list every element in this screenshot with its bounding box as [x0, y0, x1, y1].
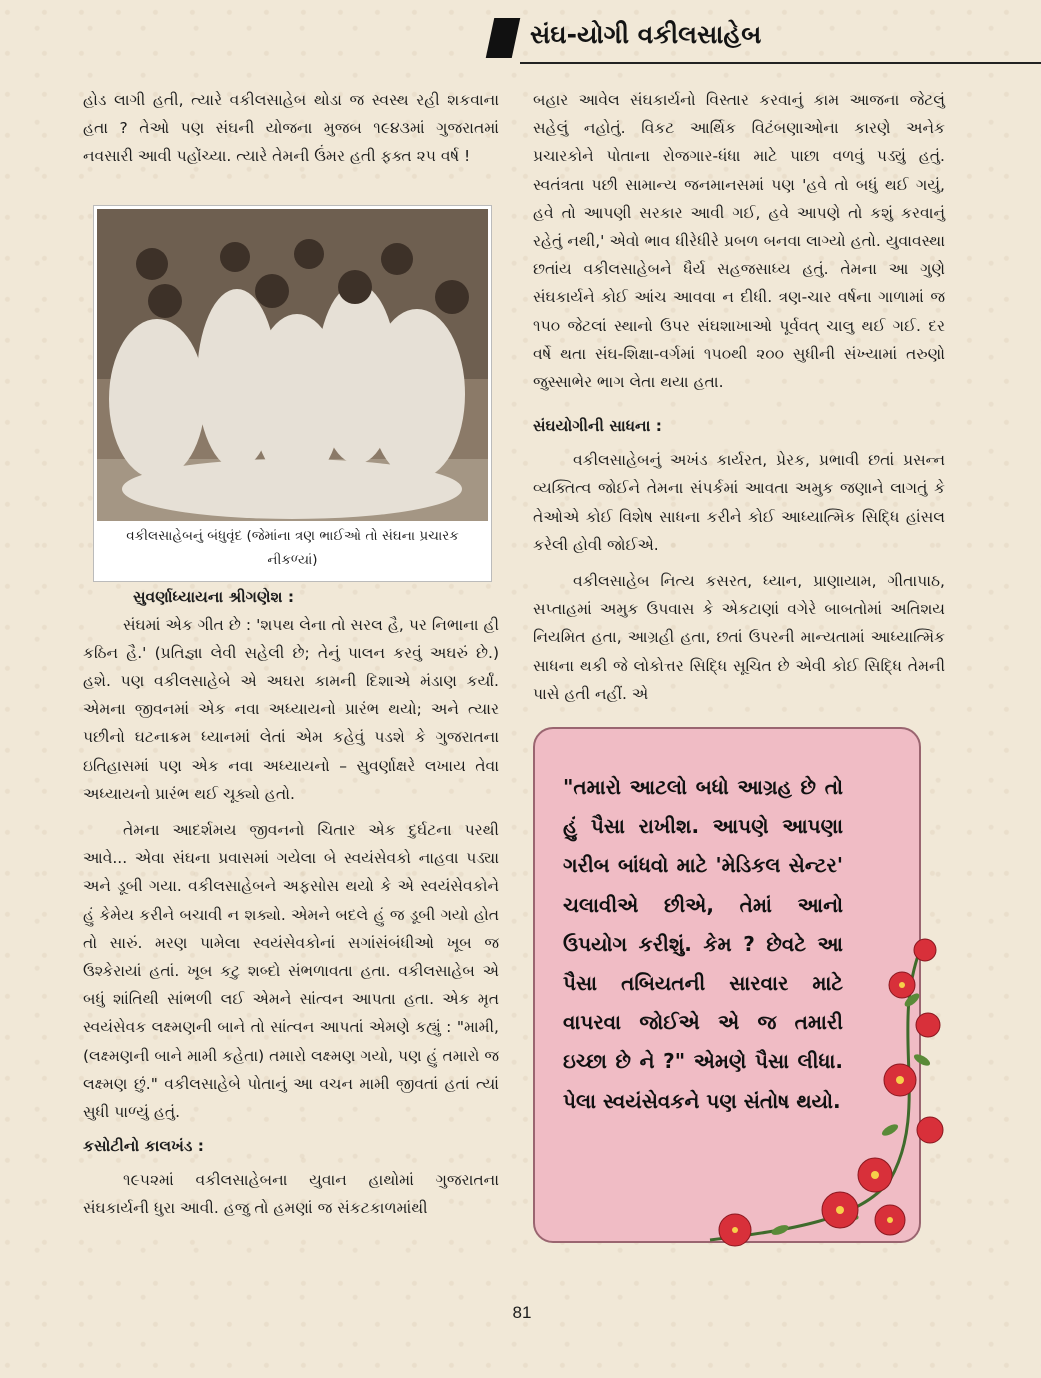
photo-caption: વકીલસાહેબનું બંધુવૃંદ (જેમાંના ત્રણ ભાઈઓ તો સંઘના પ્રચારક નીકળ્યાં) [126, 528, 459, 568]
right-column [533, 86, 945, 708]
section-heading-suvarnadhyay: સુવર્ણાધ્યાયના શ્રીગણેશ : [133, 587, 295, 606]
paragraph: વકીલસાહેબનું અખંડ કાર્યરત, પ્રેરક, પ્રભાવી છતાં પ્રસન્ન વ્યક્તિત્વ જોઈને તેમના સંપર્કમાં આવતા અમુક જણાને લાગતું કે તેઓએ કોઈ વિશેષ સાધના કરીને કોઈ આધ્યાત્મિક સિદ્ધિ હાંસલ કરેલી હોવી જોઈએ. [533, 451, 945, 554]
paragraph: સંઘમાં એક ગીત છે : 'શપથ લેના તો સરલ હૈ, પર નિભાના હી કઠિન હૈ.' (પ્રતિજ્ઞા લેવી સહેલી છે; તેનું પાલન કરવું અઘરું છે.) હશે. પણ વકીલસાહેબે એ અઘરા કામની દિશાએ મંડાણ કર્યાં. એમના જીવનમાં એક નવા અધ્યાયનો પ્રારંભ થયો; અને ત્યાર પછીનો ઘટનાક્રમ ધ્યાનમાં લેતાં એમ કહેવું પડશે કે ગુજરાતના ઇતિહાસમાં પણ એક નવા અધ્યાયનો – સુવર્ણાક્ષરે લખાય તેવા અધ્યાયનો પ્રારંભ થઈ ચૂક્યો હતો. [83, 615, 499, 803]
intro-paragraph: હોડ લાગી હતી, ત્યારે વકીલસાહેબ થોડા જ સ્વસ્થ રહી શકવાના હતા ? તેઓ પણ સંઘની યોજના મુજબ ૧૯૪૩માં ગુજરાતમાં નવસારી આવી પહોંચ્યા. ત્યારે તેમની ઉંમર હતી ફક્ત ૨૫ વર્ષ ! [83, 91, 499, 166]
paragraph: બહાર આવેલ સંઘકાર્યનો વિસ્તાર કરવાનું કામ આજના જેટલું સહેલું નહોતું. વિકટ આર્થિક વિટંબણાઓના કારણે અનેક પ્રચારકોને પોતાના રોજગાર-ધંધા માટે પાછા વળવું પડ્યું હતું. સ્વતંત્રતા પછી સામાન્ય જનમાનસમાં પણ 'હવે તો બધું થઈ ગયું, હવે તો આપણી સરકાર આવી ગઈ, હવે આપણે તો કશું કરવાનું રહેતું નથી,' એવો ભાવ ધીરેધીરે પ્રબળ બનવા લાગ્યો હતો. યુવાવસ્થા છતાંય વકીલસાહેબને ધૈર્ય સહજસાધ્ય હતું. તેમના આ ગુણે સંઘકાર્યને કોઈ આંચ આવવા ન દીધી. ત્રણ-ચાર વર્ષના ગાળામાં જ ૧૫૦ જેટલાં સ્થાનો ઉપર સંઘશાખાઓ પૂર્વવત્ ચાલુ થઈ ગઈ. દર વર્ષે થતા સંઘ-શિક્ષા-વર્ગમાં ૧૫૦થી ૨૦૦ સુધીની સંખ્યામાં તરુણો જુસ્સાભેર ભાગ લેતા થયા હતા. [533, 91, 945, 392]
page-number: 81 [512, 1303, 532, 1322]
flower-decoration-icon [690, 930, 950, 1260]
chapter-title: સંઘ-યોગી વકીલસાહેબ [530, 20, 762, 49]
paragraph: ૧૯૫૨માં વકીલસાહેબના યુવાન હાથોમાં ગુજરાતના સંઘકાર્યની ધુરા આવી. હજુ તો હમણાં જ સંકટકાળમાંથી [83, 1171, 499, 1218]
quote-text: "તમારો આટલો બધો આગ્રહ છે તો હું પૈસા રાખીશ. આપણે આપણા ગરીબ બાંધવો માટે 'મેડિકલ સેન્ટર' ચલાવીએ છીએ, તેમાં આનો ઉપયોગ કરીશું. કેમ ? છેવટે આ પૈસા તબિયતની સારવાર માટે વાપરવા જોઈએ એ જ તમારી ઇચ્છા છે ને ?" એમણે પૈસા લીધા. પેલા સ્વયંસેવકને પણ સંતોષ થયો. [563, 775, 843, 1113]
group-photo [97, 209, 488, 521]
page-header [490, 14, 1041, 64]
paragraph: વકીલસાહેબ નિત્ય કસરત, ધ્યાન, પ્રાણાયામ, ગીતાપાઠ, સપ્તાહમાં અમુક ઉપવાસ કે એકટાણાં વગેરે બાબતોમાં અતિશય નિયમિત હતા, આગ્રહી હતા, છતાં ઉપરની માન્યતામાં આધ્યાત્મિક સાધના થકી જે લોકોત્તર સિદ્ધિ સૂચિત છે એવી કોઈ સિદ્ધિ તેમની પાસે હતી નહીં. એ [533, 572, 945, 703]
section-heading-sadhana: સંઘયોગીની સાધના : [533, 417, 662, 436]
section-heading-kasoti: કસોટીનો કાલખંડ : [83, 1137, 204, 1156]
paragraph: તેમના આદર્શમય જીવનનો ચિતાર એક દુર્ઘટના પરથી આવે... એવા સંઘના પ્રવાસમાં ગયેલા બે સ્વયંસેવકો નાહવા પડ્યા અને ડૂબી ગયા. વકીલસાહેબને અફસોસ થયો કે એ સ્વયંસેવકોને હું કેમેય કરીને બચાવી ન શક્યો. એમને બદલે હું જ ડૂબી ગયો હોત તો સારું. મરણ પામેલા સ્વયંસેવકોનાં સગાંસંબંધીઓ ખૂબ જ ઉશ્કેરાયાં હતાં. ખૂબ કટુ શબ્દો સંભળાવતા હતા. વકીલસાહેબ એ બધું શાંતિથી સાંભળી લઈ એમને સાંત્વન આપતા હતા. એક મૃત સ્વયંસેવક લક્ષ્મણની બાને તો સાંત્વન આપતાં એમણે કહ્યું : "મામી, (લક્ષ્મણની બાને મામી કહેતા) તમારો લક્ષ્મણ ગયો, પણ હું તમારો જ લક્ષ્મણ છું." વકીલસાહેબે પોતાનું આ વચન મામી જીવતાં હતાં ત્યાં સુધી પાળ્યું હતું. [83, 821, 499, 1122]
photo-figure [93, 205, 492, 582]
header-rule [520, 62, 1041, 64]
header-slash-mark [486, 18, 521, 58]
